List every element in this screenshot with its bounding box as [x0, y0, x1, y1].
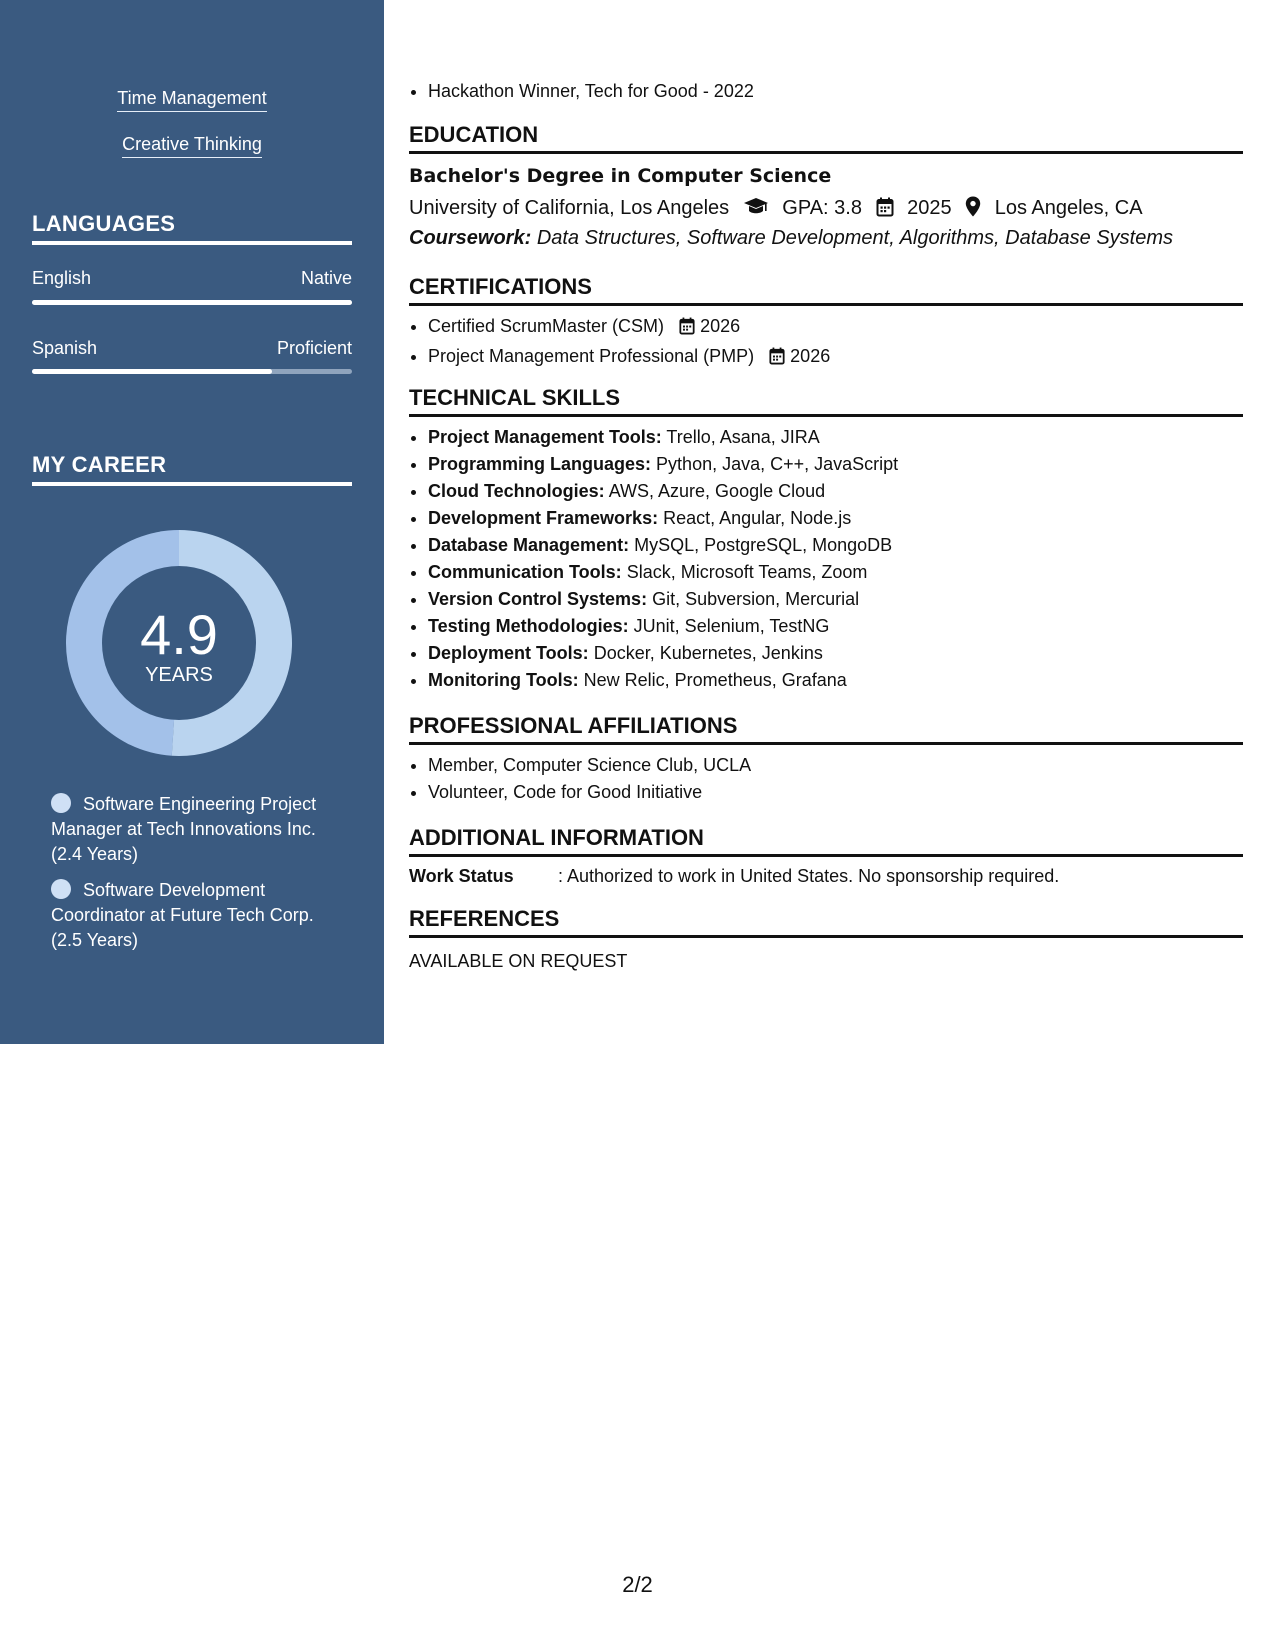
skill-item — [428, 505, 1243, 532]
work-status-row — [409, 866, 1249, 887]
skill-label: Programming Languages: — [428, 454, 652, 474]
skill-item — [428, 613, 1243, 640]
skill-value: React, Angular, Node.js — [663, 508, 852, 528]
skill-value: JUnit, Selenium, TestNG — [633, 616, 830, 636]
skill-label: Project Management Tools: — [428, 427, 662, 447]
coursework-text: Data Structures, Software Development, Algorithms, Database Systems — [536, 227, 1174, 249]
language-row — [32, 268, 352, 289]
calendar-icon — [679, 316, 695, 343]
school-name: University of California, Los Angeles — [409, 197, 730, 219]
skill-item — [0, 88, 384, 112]
career-item-text: Software Development Coordinator at Future Tech Corp. (2.5 Years) — [51, 880, 314, 950]
certification-name: Project Management Professional (PMP) — [428, 346, 755, 366]
language-bar-fill — [32, 369, 272, 374]
language-level: Proficient — [276, 338, 352, 358]
additional-info-heading: ADDITIONAL INFORMATION — [409, 825, 1243, 857]
coursework-label: Coursework: — [409, 227, 532, 249]
certification-year: 2026 — [790, 346, 831, 366]
skill-value: Slack, Microsoft Teams, Zoom — [626, 562, 868, 582]
skill-label: Communication Tools: — [428, 562, 622, 582]
skill-value: Python, Java, C++, JavaScript — [656, 454, 899, 474]
affiliation-item: • Volunteer, Code for Good Initiative — [428, 779, 1243, 806]
degree-title: Bachelor's Degree in Computer Science — [409, 165, 832, 187]
language-row — [32, 338, 352, 359]
work-status-value: : Authorized to work in United States. No sponsorship required. — [558, 866, 1060, 886]
language-bar — [32, 300, 352, 305]
career-total-value: 4.9 — [140, 603, 218, 666]
skill-value: New Relic, Prometheus, Grafana — [583, 670, 847, 690]
skill-value: MySQL, PostgreSQL, MongoDB — [634, 535, 893, 555]
skill-item — [428, 640, 1243, 667]
references-text: AVAILABLE ON REQUEST — [409, 951, 628, 971]
skill-item — [428, 424, 1243, 451]
skill-label: Monitoring Tools: — [428, 670, 579, 690]
skill-value: Trello, Asana, JIRA — [666, 427, 820, 447]
language-bar-fill — [32, 300, 352, 305]
skill-label: Testing Methodologies: — [428, 616, 629, 636]
technical-skills-heading: TECHNICAL SKILLS — [409, 385, 1243, 417]
language-name: English — [32, 268, 92, 288]
skill-item — [428, 451, 1243, 478]
coursework — [409, 227, 1249, 250]
graduation-cap-icon — [743, 197, 769, 223]
languages-heading: LANGUAGES — [32, 211, 352, 245]
education-heading: EDUCATION — [409, 122, 1243, 154]
language-bar — [32, 369, 352, 374]
certification-year: 2026 — [700, 316, 741, 336]
sidebar — [0, 0, 384, 1044]
skill-link[interactable]: Creative Thinking — [122, 134, 262, 158]
certifications-heading: CERTIFICATIONS — [409, 274, 1243, 306]
language-level: Native — [300, 268, 352, 288]
affiliations-heading: PROFESSIONAL AFFILIATIONS — [409, 713, 1243, 745]
bullet-dot-icon — [51, 879, 71, 899]
certification-item — [428, 343, 1243, 373]
skill-link[interactable]: Time Management — [117, 88, 266, 112]
skill-item — [0, 134, 384, 158]
skill-item — [428, 586, 1243, 613]
skill-label: Cloud Technologies: — [428, 481, 605, 501]
awards-list — [409, 78, 1243, 105]
award-item: • Hackathon Winner, Tech for Good - 2022 — [428, 78, 1243, 105]
skill-value: AWS, Azure, Google Cloud — [608, 481, 826, 501]
bullet-dot-icon — [51, 793, 71, 813]
career-item — [51, 878, 341, 953]
references-heading: REFERENCES — [409, 906, 1243, 938]
technical-skills-list — [409, 424, 1243, 694]
skill-value: Git, Subversion, Mercurial — [652, 589, 860, 609]
certification-item — [428, 313, 1243, 343]
skill-label: Development Frameworks: — [428, 508, 659, 528]
skill-label: Database Management: — [428, 535, 630, 555]
affiliation-item: • Member, Computer Science Club, UCLA — [428, 752, 1243, 779]
gpa: GPA: 3.8 — [782, 197, 862, 219]
career-item — [51, 792, 341, 867]
skill-item — [428, 559, 1243, 586]
work-status-label: Work Status — [409, 866, 514, 886]
education-details — [409, 196, 1249, 223]
location-pin-icon — [965, 196, 981, 223]
page-number: 2/2 — [622, 1572, 653, 1597]
career-donut-chart — [66, 530, 292, 756]
calendar-icon — [769, 346, 785, 373]
certification-name: Certified ScrumMaster (CSM) — [428, 316, 665, 336]
education-location: Los Angeles, CA — [994, 197, 1143, 219]
career-heading: MY CAREER — [32, 452, 352, 486]
skill-item — [428, 532, 1243, 559]
skill-value: Docker, Kubernetes, Jenkins — [593, 643, 823, 663]
certifications-list — [409, 313, 1243, 373]
career-total-unit: YEARS — [145, 664, 213, 686]
calendar-icon — [876, 197, 894, 223]
graduation-year: 2025 — [907, 197, 952, 219]
language-name: Spanish — [32, 338, 98, 358]
skill-label: Version Control Systems: — [428, 589, 648, 609]
affiliations-list — [409, 752, 1243, 806]
skill-label: Deployment Tools: — [428, 643, 589, 663]
skill-item — [428, 478, 1243, 505]
career-item-text: Software Engineering Project Manager at Tech Innovations Inc. (2.4 Years) — [51, 794, 317, 864]
skill-item — [428, 667, 1243, 694]
